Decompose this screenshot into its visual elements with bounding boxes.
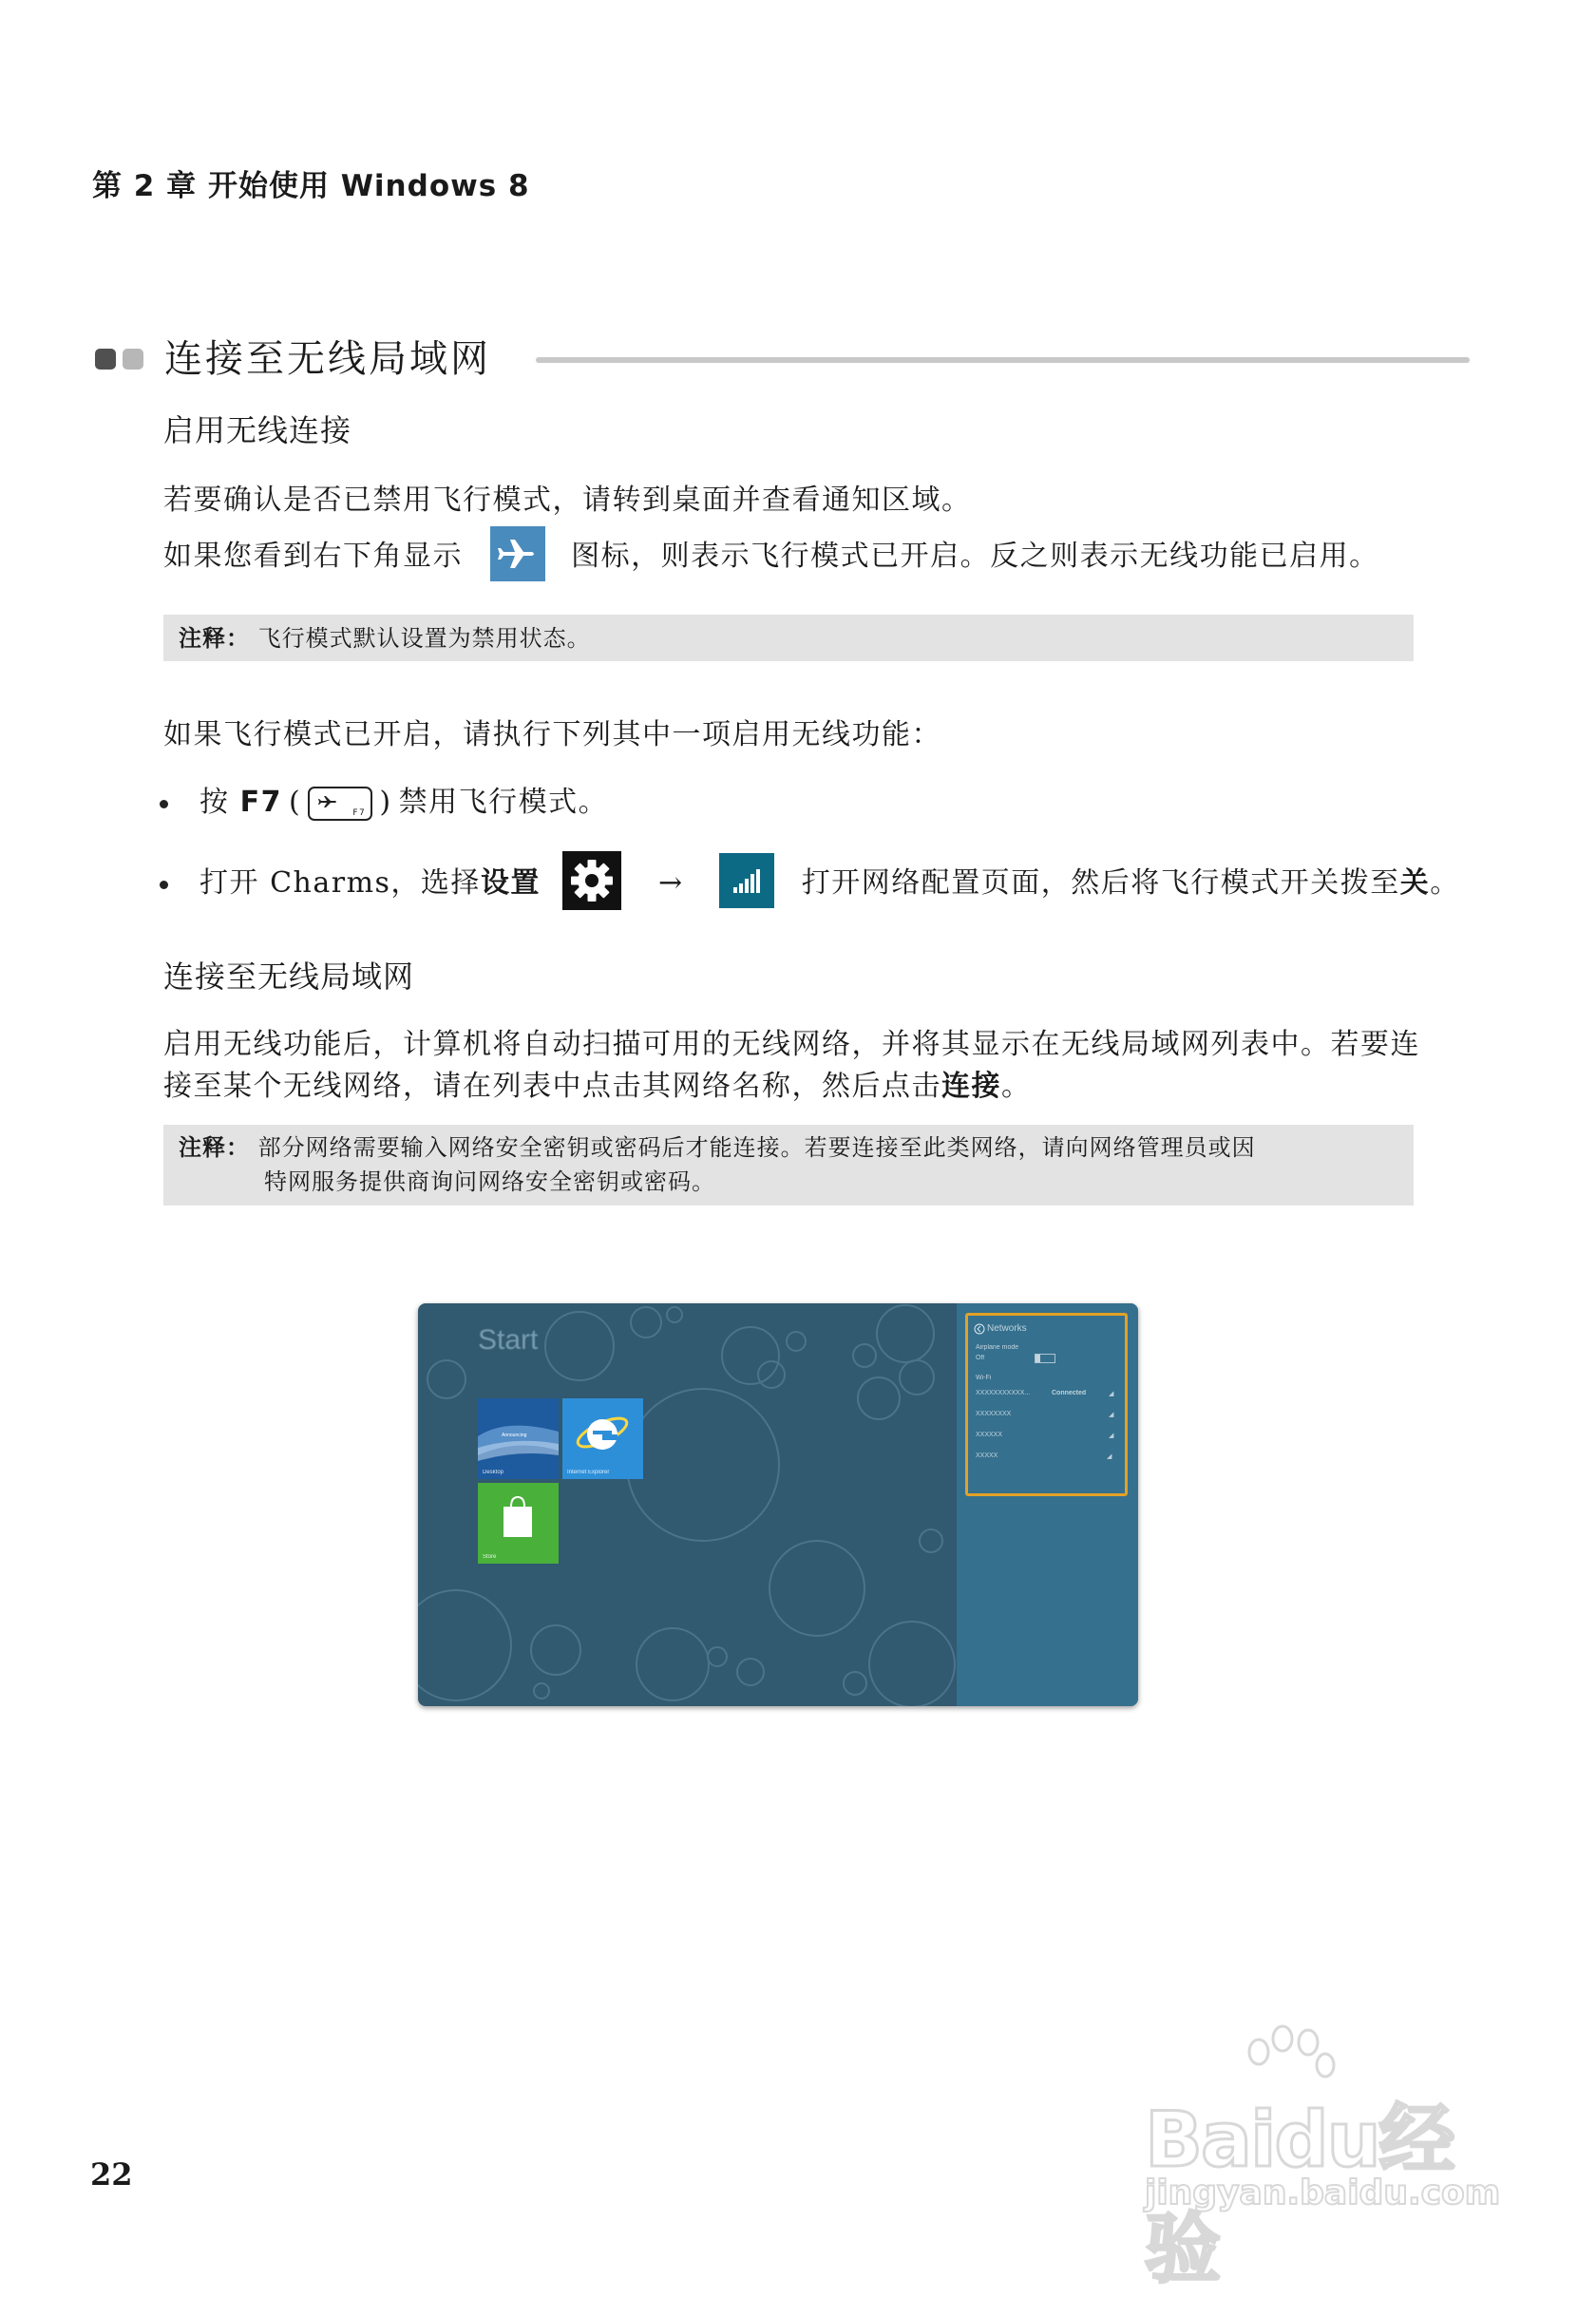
bullet-item-charms	[163, 855, 1460, 914]
internet-explorer-icon	[562, 1398, 643, 1479]
signal-icon: ◢	[1109, 1412, 1114, 1418]
settings-gear-icon	[562, 851, 621, 910]
airplane-icon	[490, 526, 545, 581]
note-line-2: 特网服务提供商询问网络安全密钥或密码。	[264, 1168, 715, 1195]
off-word: 关	[1399, 866, 1431, 900]
note-airplane-default	[163, 615, 1414, 661]
bullet-text-prefix: 按	[200, 786, 230, 819]
bullet-dot	[160, 881, 168, 889]
signal-icon: ◢	[1109, 1391, 1114, 1397]
tile-desktop-caption: Announcing	[502, 1433, 527, 1438]
settings-word: 设置	[480, 866, 541, 900]
secured-signal-icon: ◢	[1107, 1453, 1112, 1460]
chapter-header: 第 2 章 开始使用 Windows 8	[92, 169, 530, 203]
networks-panel-highlight	[965, 1313, 1128, 1496]
airplane-mode-state: Off	[976, 1355, 985, 1361]
paragraph-text: 接至某个无线网络，请在列表中点击其网络名称，然后点击	[163, 1070, 941, 1103]
network-name: XXXXXXXX	[976, 1411, 1012, 1417]
section-rule	[536, 357, 1470, 363]
note-text: 飞行模式默认设置为禁用状态。	[257, 625, 591, 652]
signal-icon: ◢	[1109, 1433, 1114, 1439]
networks-title: Networks	[987, 1323, 1027, 1334]
paragraph-options-intro: 如果飞行模式已开启，请执行下列其中一项启用无线功能：	[163, 718, 941, 751]
note-security-key	[163, 1125, 1414, 1205]
tile-internet-explorer[interactable]	[562, 1398, 643, 1479]
tile-ie-label: Internet Explorer	[567, 1470, 610, 1475]
subsection-title-enable-wireless: 启用无线连接	[163, 412, 352, 448]
page-number: 22	[90, 2156, 133, 2193]
subsection-title-connect-wlan: 连接至无线局域网	[163, 959, 415, 995]
bullet-text-end: 。	[1430, 866, 1460, 900]
back-arrow-icon[interactable]	[974, 1323, 985, 1335]
network-item[interactable]	[976, 1411, 1118, 1422]
network-signal-icon	[719, 853, 774, 908]
note-line-1: 部分网络需要输入网络安全密钥或密码后才能连接。若要连接至此类网络，请向网络管理员或因	[257, 1134, 1256, 1161]
bullet-text-suffix: 禁用飞行模式。	[398, 786, 609, 819]
network-name: XXXXXXXXXXX...	[976, 1390, 1031, 1396]
tile-desktop[interactable]	[478, 1398, 559, 1479]
paragraph-text-after: 图标，则表示飞行模式已开启。反之则表示无线功能已启用。	[571, 540, 1379, 573]
note-label: 注释：	[179, 625, 250, 652]
watermark-brand: Baidu经验	[1145, 2096, 1454, 2293]
network-item[interactable]	[976, 1432, 1118, 1443]
baidu-jingyan-watermark	[1135, 2023, 1515, 2293]
arrow-glyph: →	[658, 866, 684, 900]
network-name: XXXXX	[976, 1452, 998, 1459]
tile-desktop-label: Desktop	[483, 1470, 504, 1475]
note-label: 注释：	[179, 1134, 250, 1161]
paragraph-airplane-icon	[163, 530, 1379, 585]
bullet-text-suffix: 打开网络配置页面，然后将飞行模式开关拨至	[801, 866, 1400, 900]
start-label: Start	[478, 1324, 539, 1356]
paragraph-text-before: 如果您看到右下角显示	[163, 540, 463, 573]
tile-store[interactable]	[478, 1483, 559, 1564]
watermark-url: jingyan.baidu.com	[1145, 2174, 1501, 2212]
paragraph-connect-line2	[163, 1066, 1032, 1108]
airplane-mode-label: Airplane mode	[976, 1344, 1019, 1351]
f7-key-label: F7	[352, 808, 367, 818]
section-title: 连接至无线局域网	[164, 337, 491, 381]
network-item[interactable]	[976, 1452, 1118, 1464]
heading-square-dark	[95, 349, 116, 370]
paragraph-text-end: 。	[1001, 1070, 1032, 1103]
heading-square-light	[123, 349, 143, 370]
paragraph-connect-line1: 启用无线功能后，计算机将自动扫描可用的无线网络，并将其显示在无线局域网列表中。若要连	[163, 1028, 1420, 1061]
network-item[interactable]	[976, 1390, 1118, 1401]
tile-store-label: Store	[483, 1554, 497, 1560]
paragraph-check-airplane: 若要确认是否已禁用飞行模式，请转到桌面并查看通知区域。	[163, 484, 972, 517]
section-heading	[92, 332, 1470, 389]
airplane-mode-toggle[interactable]	[1035, 1354, 1055, 1363]
network-name: XXXXXX	[976, 1432, 1003, 1438]
bullet-text-prefix: 打开 Charms，选择	[200, 866, 481, 900]
network-status: Connected	[1052, 1390, 1087, 1396]
bullet-dot	[160, 800, 168, 808]
windows8-start-screenshot	[418, 1303, 1138, 1706]
wifi-label: Wi-Fi	[976, 1375, 992, 1381]
f7-key-icon	[308, 787, 372, 821]
store-bag-icon	[478, 1483, 559, 1564]
bullet-item-f7: 按 F7 ( F7 ) 禁用飞行模式。	[163, 782, 608, 824]
f7-key-name: F7	[239, 786, 282, 819]
connect-word: 连接	[941, 1070, 1001, 1103]
